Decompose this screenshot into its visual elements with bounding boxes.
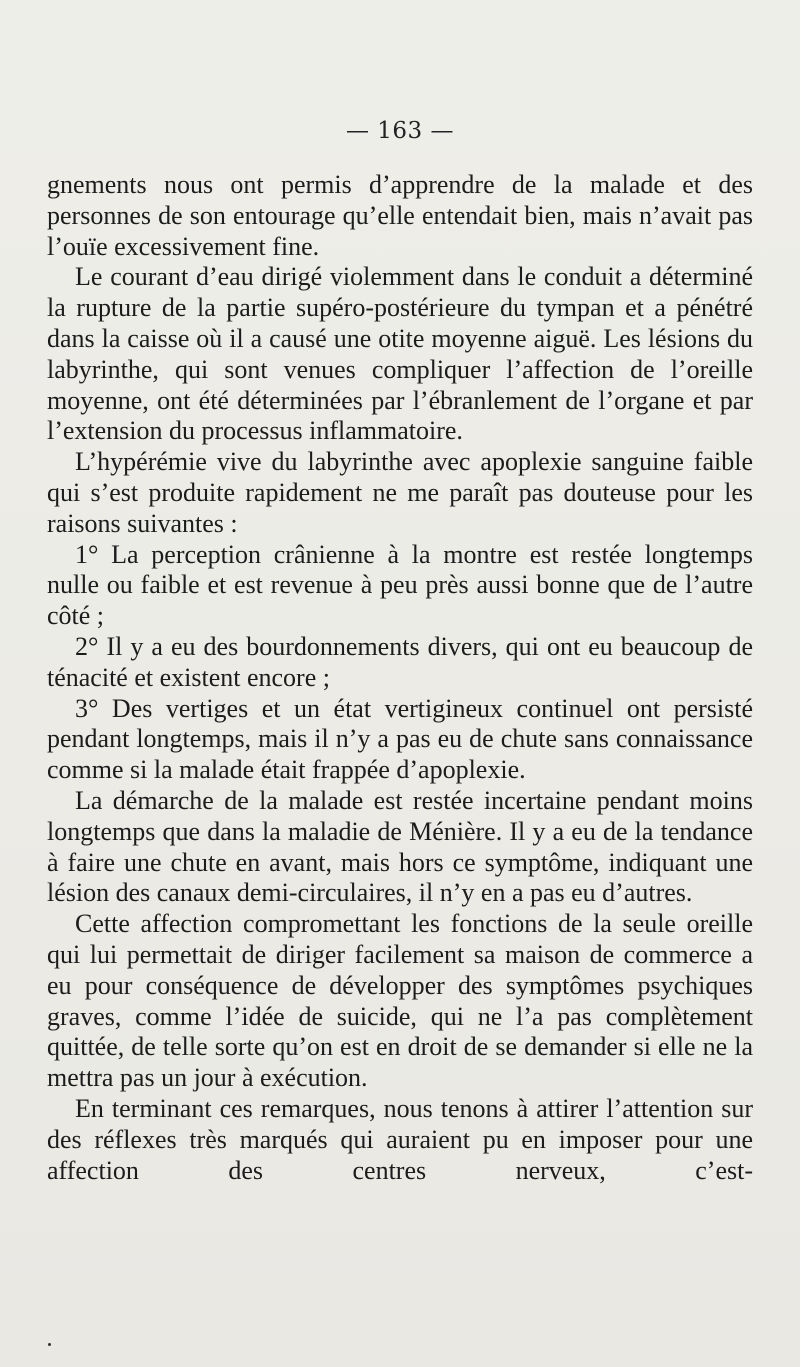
- list-item: 2° Il y a eu des bourdonnements divers, qui ont eu beaucoup de ténacité et existent encore ;: [47, 631, 753, 692]
- paragraph: gnements nous ont permis d’apprendre de la malade et des personnes de son entourage qu’elle entendait bien, mais n’avait pas l’ouïe excessivement fine.: [47, 170, 753, 261]
- page-number: — 163 —: [345, 118, 455, 144]
- list-item: 1° La perception crânienne à la montre est restée longtemps nulle ou faible et est revenue à peu près aussi bonne que de l’autre côté ;: [47, 539, 753, 631]
- paragraph: En terminant ces remarques, nous tenons à attirer l’attention sur des réflexes très marqués qui auraient pu en imposer pour une affection des centres nerveux, c’est-: [47, 1093, 753, 1185]
- paragraph: L’hypérémie vive du labyrinthe avec apoplexie sanguine faible qui s’est produite rapidement ne me paraît pas douteuse pour les raisons suivantes :: [47, 447, 753, 538]
- paragraph: Le courant d’eau dirigé violemment dans le conduit a déterminé la rupture de la partie supéro-postérieure du tympan et a pénétré dans la caisse où il a causé une otite moyenne aiguë. Les lésions du labyrinthe, qui sont venues compliquer l’affection de l’oreille moyenne, ont été déterminées par l’ébranlement de l’organe et par l’extension du processus inflammatoire.: [47, 262, 753, 446]
- print-speck: [48, 1343, 51, 1346]
- paragraph: Cette affection compromettant les fonctions de la seule oreille qui lui permettait de diriger facilement sa maison de commerce a eu pour conséquence de développer des symptômes psychiques graves, comme l’idée de suicide, qui ne l’a pas complètement quittée, de telle sorte qu’on est en droit de se demander si elle ne la mettra pas un jour à exécution.: [47, 909, 753, 1093]
- list-item: 3° Des vertiges et un état vertigineux continuel ont persisté pendant longtemps, mais il n’y a pas eu de chute sans connaissance comme si la malade était frappée d’apoplexie.: [47, 693, 753, 785]
- body-text: [47, 170, 753, 1186]
- paragraph: La démarche de la malade est restée incertaine pendant moins longtemps que dans la maladie de Ménière. Il y a eu de la tendance à faire une chute en avant, mais hors ce symptôme, indiquant une lésion des canaux demi-circulaires, il n’y en a pas eu d’autres.: [47, 785, 753, 908]
